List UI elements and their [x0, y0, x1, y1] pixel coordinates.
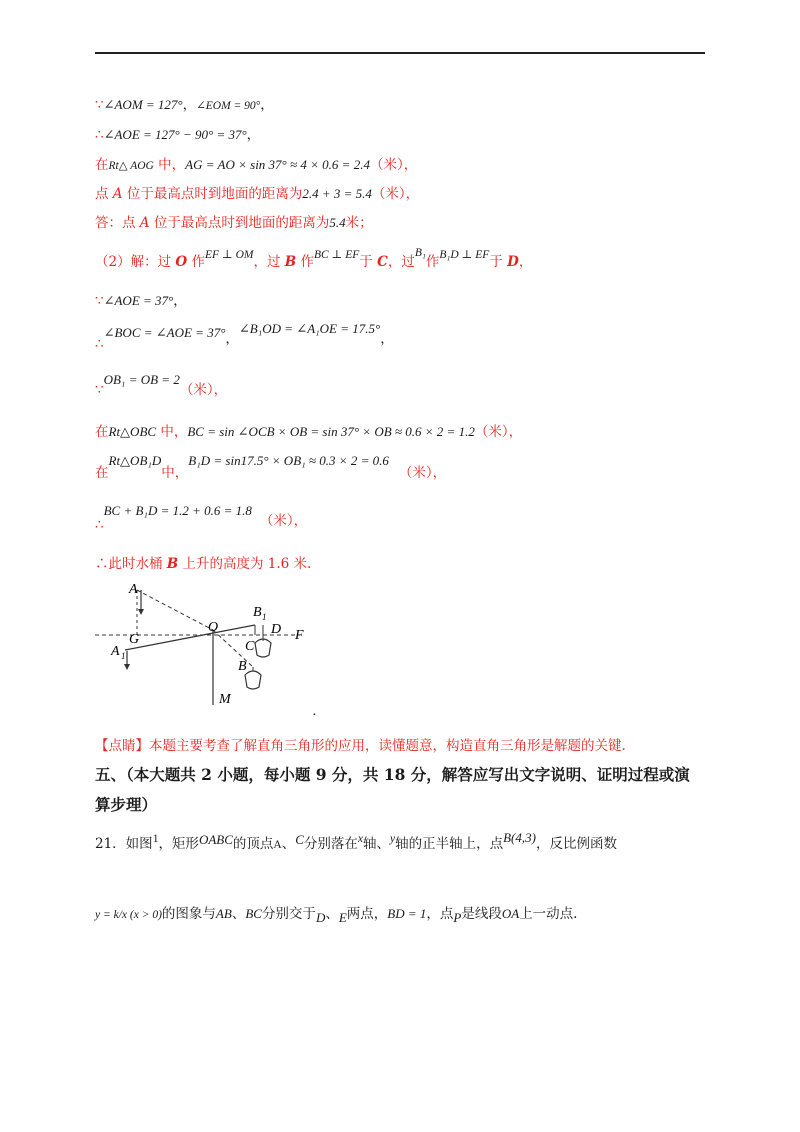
line-a1-b1 [125, 625, 255, 650]
answer-line: 答：点 A 位于最高点时到地面的距离为5.4米； [95, 215, 373, 231]
section-header-line-1: 五、（本大题共 2 小题，每小题 9 分，共 18 分，解答应写出文字说明、证明过程或演 [95, 765, 690, 784]
svg-text:F: F [295, 628, 304, 643]
solution-line-7: ∵∠AOE = 37°， [95, 293, 187, 309]
svg-text:1: 1 [121, 651, 126, 661]
question-21-line-2: y = k/x (x > 0)的图象与AB、BC分别交于D、E两点，BD = 1，点P是线段OA上一动点. [95, 906, 578, 925]
svg-text:1: 1 [262, 612, 267, 622]
solution-line-1: ∵∠AOM = 127°，∠EOM = 90°， [95, 97, 274, 113]
part-2-line: （2）解：过 O 作EF ⊥ OM，过 B 作BC ⊥ EF于 C，过B₁作B₁D ⊥ EF于 D， [95, 247, 533, 270]
bucket-lower-icon [245, 671, 261, 689]
svg-text:G: G [129, 632, 140, 647]
solution-line-8: ∴∠BOC = ∠AOE = 37°，∠B₁OD = ∠A₁OE = 17.5°， [95, 321, 394, 352]
key-point-tag: 【点睛】 [95, 738, 149, 754]
section-header-line-2: 算步理） [95, 795, 158, 814]
solution-line-2: ∴∠AOE = 127° − 90° = 37°， [95, 127, 261, 143]
header-rule [95, 52, 705, 54]
solution-line-12: ∴BC + B₁D = 1.2 + 0.6 = 1.8（米）， [95, 503, 308, 533]
inverse-function: y = k/x (x > 0) [95, 909, 162, 921]
solution-line-9: ∵OB₁ = OB = 2（米）， [95, 372, 228, 398]
well-bucket-diagram [95, 575, 335, 725]
solution-line-10: 在Rt△OBC 中，BC = sin ∠OCB × OB = sin 37° × OB ≈ 0.6 × 2 = 1.2（米）， [95, 424, 523, 440]
solution-line-11: 在Rt△OB₁D中，B₁D = sin17.5° × OB₁ ≈ 0.3 × 2 = 0.6（米）， [95, 453, 447, 481]
svg-text:O: O [208, 620, 219, 635]
svg-text:C: C [245, 639, 255, 654]
conclusion-line: ∴此时水桶 B 上升的高度为 1.6 米. [95, 556, 312, 572]
question-21-line-1: 21．如图1，矩形OABC的顶点A、C分别落在x轴、y轴的正半轴上，点B(4,3)，反比例函数 [95, 830, 617, 852]
svg-text:.: . [313, 704, 317, 719]
svg-text:B: B [253, 605, 262, 620]
bucket-upper-icon [255, 639, 271, 657]
solution-line-3: 在Rt△ AOG 中，AG = AO × sin 37° ≈ 4 × 0.6 = 2.4（米）， [95, 157, 418, 173]
solution-line-4: 点 A 位于最高点时到地面的距离为2.4 + 3 = 5.4（米）， [95, 186, 420, 202]
line-ao-dashed [137, 590, 213, 630]
svg-text:D: D [271, 622, 282, 637]
svg-text:A: A [129, 582, 138, 597]
key-point-comment: 【点睛】本题主要考查了解直角三角形的应用，读懂题意，构造直角三角形是解题的关键. [95, 738, 626, 754]
svg-text:M: M [219, 692, 231, 707]
svg-text:A: A [111, 644, 120, 659]
svg-text:B: B [238, 659, 247, 674]
